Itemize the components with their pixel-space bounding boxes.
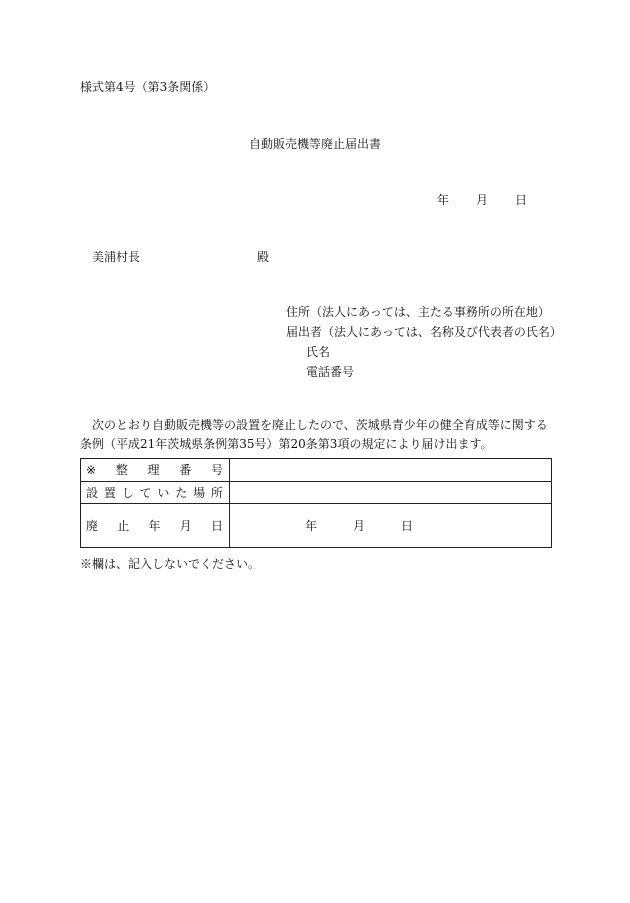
- abolition-year-label: 年: [305, 518, 318, 533]
- installation-location-label: 設 置 し て い た 場 所: [81, 482, 230, 504]
- date-year-label: 年: [436, 193, 449, 207]
- name-label: 氏名: [306, 345, 331, 359]
- declaration-text: 次のとおり自動販売機等の設置を廃止したので、茨城県青少年の健全育成等に関する条例（平成21年茨城県条例第35号）第20条第3項の規定により届け出ます。: [80, 418, 548, 451]
- reference-number-label: ※ 整 理 番 号: [81, 459, 230, 482]
- submission-date: [437, 194, 527, 206]
- abolition-date-label: 廃 止 年 月 日: [81, 504, 230, 548]
- abolition-date-field[interactable]: [230, 504, 552, 548]
- table-row-abolition-date: [81, 504, 552, 548]
- addressee-honorific: 殿: [257, 250, 270, 264]
- abolition-day-label: 日: [401, 518, 414, 533]
- table-row-location: [81, 482, 552, 504]
- table-row-reference-number: [81, 459, 552, 482]
- footnote: ※欄は、記入しないでください。: [80, 557, 261, 571]
- addressee-name: 美浦村長: [92, 250, 141, 264]
- phone-label: 電話番号: [306, 365, 355, 379]
- document-title: 自動販売機等廃止届出書: [248, 137, 381, 151]
- date-day-label: 日: [514, 193, 527, 207]
- reference-number-field[interactable]: [230, 459, 552, 482]
- installation-location-field[interactable]: [230, 482, 552, 504]
- filer-label: 届出者（法人にあっては、名称及び代表者の氏名）: [286, 325, 562, 339]
- info-table: [80, 458, 552, 548]
- date-month-label: 月: [475, 193, 488, 207]
- form-number: 様式第4号（第3条関係）: [80, 80, 216, 94]
- abolition-month-label: 月: [353, 518, 366, 533]
- applicant-block: [286, 306, 562, 386]
- address-label: 住所（法人にあっては、主たる事務所の所在地）: [286, 305, 550, 319]
